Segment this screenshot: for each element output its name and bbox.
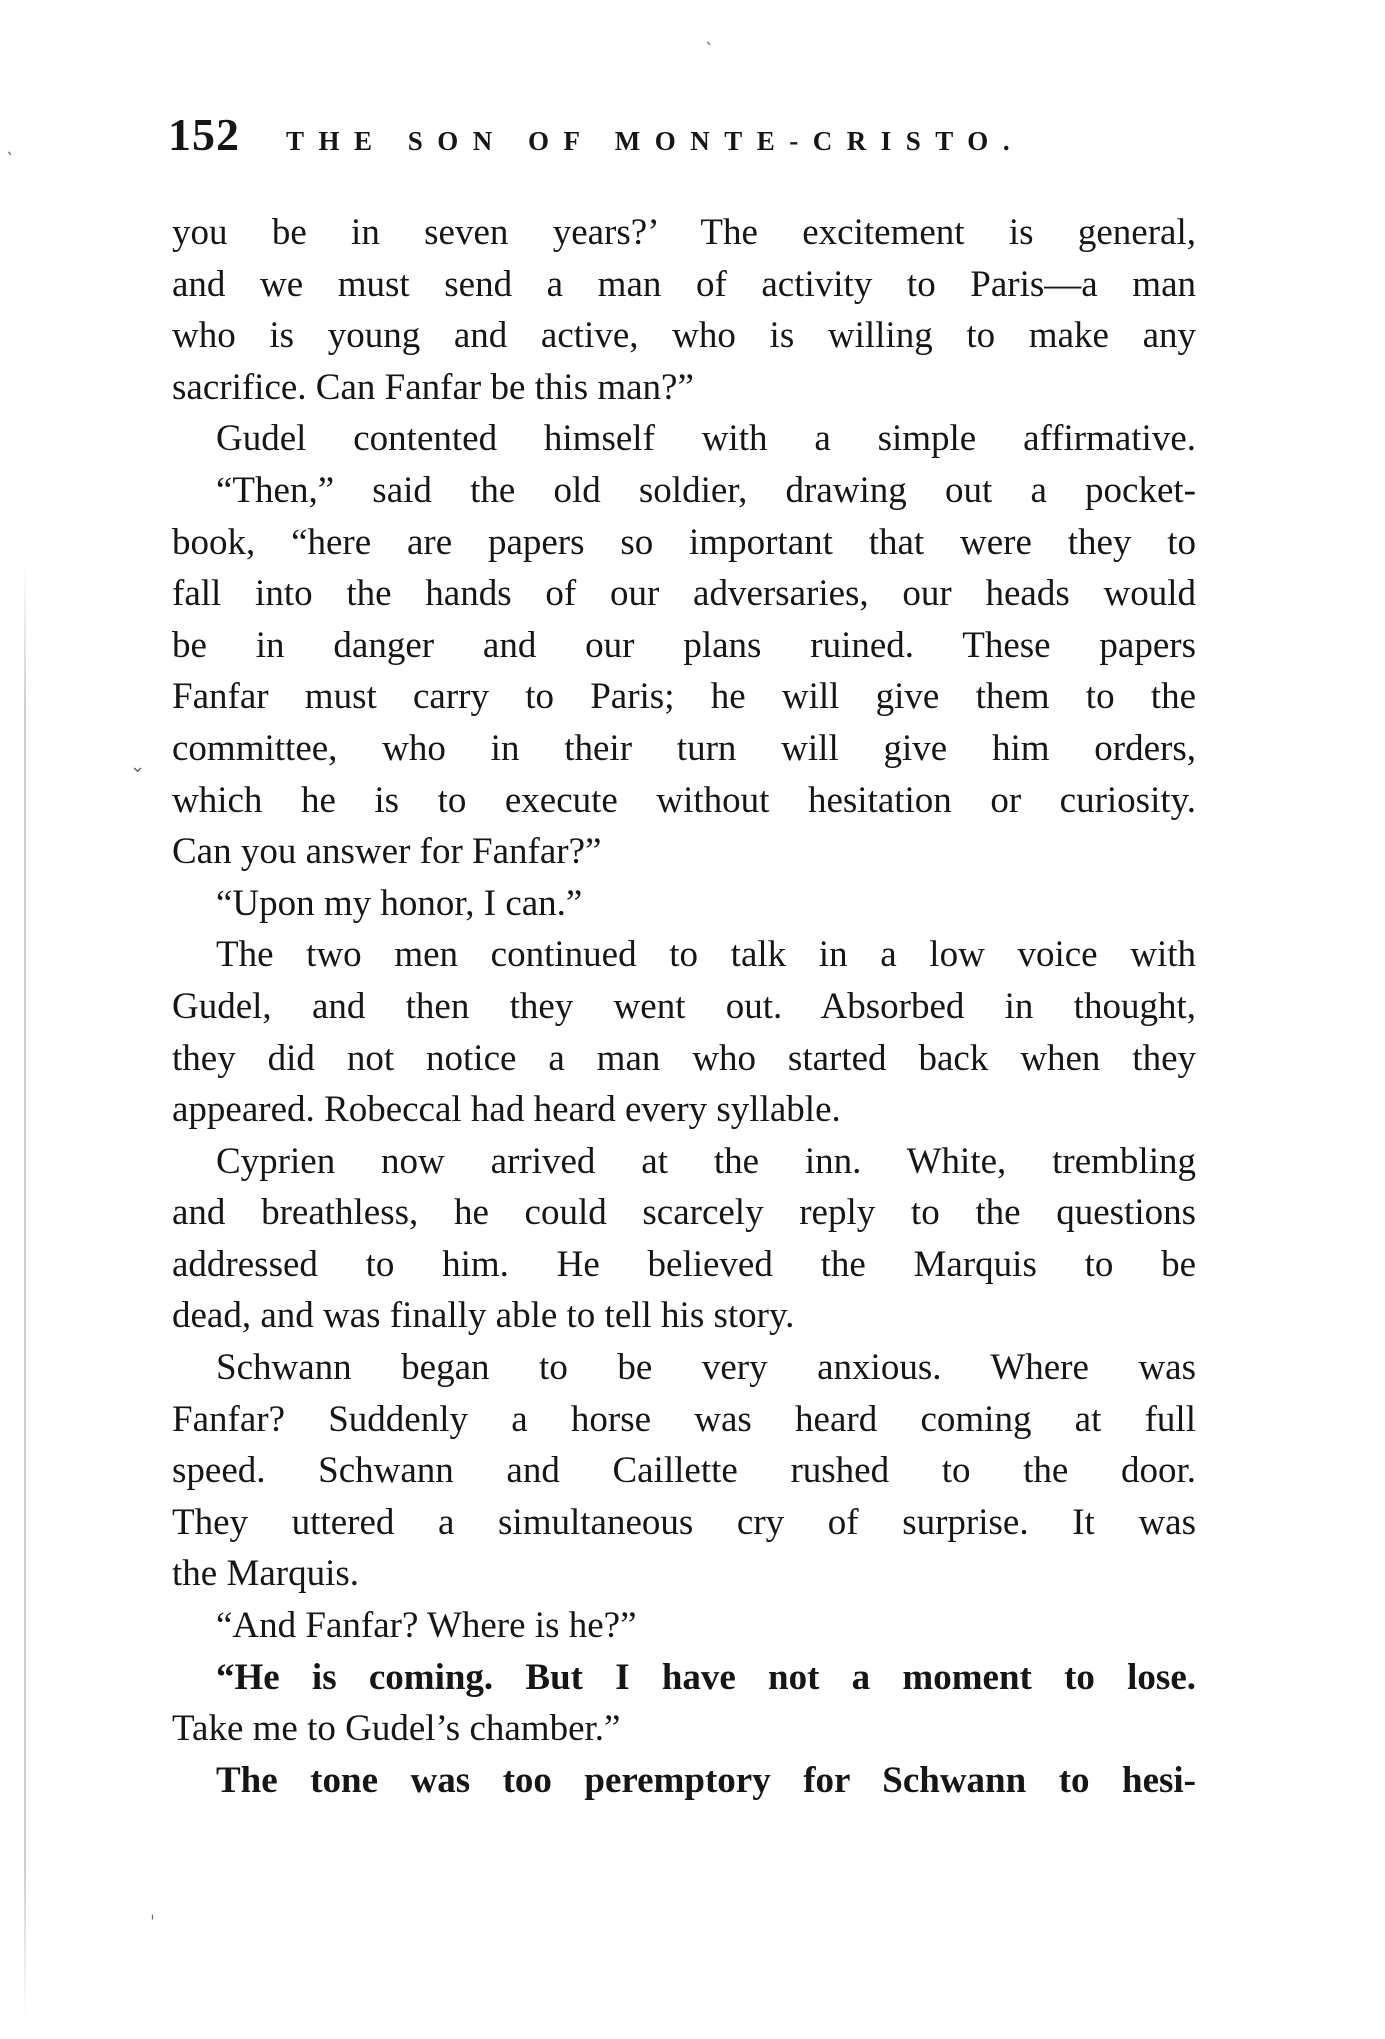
page-number: 152	[168, 109, 240, 160]
running-header	[168, 108, 1208, 168]
text-line: which he is to execute without hesitation or curiosity.	[172, 779, 1196, 821]
text-line: “And Fanfar? Where is he?”	[216, 1605, 637, 1647]
text-line: The tone was too peremptory for Schwann to hesi-	[216, 1759, 1196, 1801]
text-line: Cyprien now arrived at the inn. White, trembling	[216, 1140, 1196, 1182]
text-line: “He is coming. But I have not a moment to lose.	[216, 1656, 1196, 1698]
text-line: addressed to him. He believed the Marquis to be	[172, 1243, 1196, 1285]
page-margin-shadow	[24, 560, 26, 2020]
text-line: fall into the hands of our adversaries, our heads would	[172, 573, 1196, 615]
text-line: Fanfar? Suddenly a horse was heard coming at full	[172, 1398, 1196, 1440]
running-title: THE SON OF MONTE-CRISTO.	[286, 126, 1025, 156]
stray-mark: ˋ	[705, 40, 714, 61]
text-line: They uttered a simultaneous cry of surprise. It was	[172, 1501, 1196, 1543]
text-line: Can you answer for Fanfar?”	[172, 831, 602, 873]
stray-mark: ˋ	[6, 150, 15, 171]
text-line: you be in seven years?’ The excitement is general,	[172, 212, 1196, 253]
text-line: Take me to Gudel’s chamber.”	[172, 1708, 621, 1750]
body-text	[172, 207, 1196, 1806]
text-line: book, “here are papers so important that were they to	[172, 521, 1196, 563]
text-line: they did not notice a man who started back when they	[172, 1037, 1196, 1079]
text-line: be in danger and our plans ruined. These papers	[172, 624, 1196, 666]
text-line: who is young and active, who is willing to make any	[172, 315, 1196, 357]
text-line: the Marquis.	[172, 1553, 360, 1595]
text-line: committee, who in their turn will give him orders,	[172, 727, 1196, 769]
text-line: sacrifice. Can Fanfar be this man?”	[172, 366, 694, 408]
text-line: speed. Schwann and Caillette rushed to the door.	[172, 1450, 1196, 1492]
text-line: Fanfar must carry to Paris; he will give them to the	[172, 676, 1196, 718]
text-line: dead, and was finally able to tell his story.	[172, 1295, 795, 1337]
text-line: Gudel, and then they went out. Absorbed in thought,	[172, 985, 1196, 1027]
text-line: The two men continued to talk in a low voice with	[216, 934, 1196, 976]
text-line: Gudel contented himself with a simple affirmative.	[216, 418, 1196, 460]
text-line: appeared. Robeccal had heard every syllable.	[172, 1089, 841, 1131]
stray-mark: ⌄	[130, 756, 146, 777]
stray-mark: ˈ	[150, 1912, 155, 1933]
text-line: and we must send a man of activity to Paris—a man	[172, 263, 1196, 305]
text-line: Schwann began to be very anxious. Where was	[216, 1347, 1196, 1389]
text-line: “Then,” said the old soldier, drawing out a pocket-	[216, 469, 1196, 511]
text-line: “Upon my honor, I can.”	[216, 882, 583, 924]
text-line: and breathless, he could scarcely reply to the questions	[172, 1192, 1196, 1234]
